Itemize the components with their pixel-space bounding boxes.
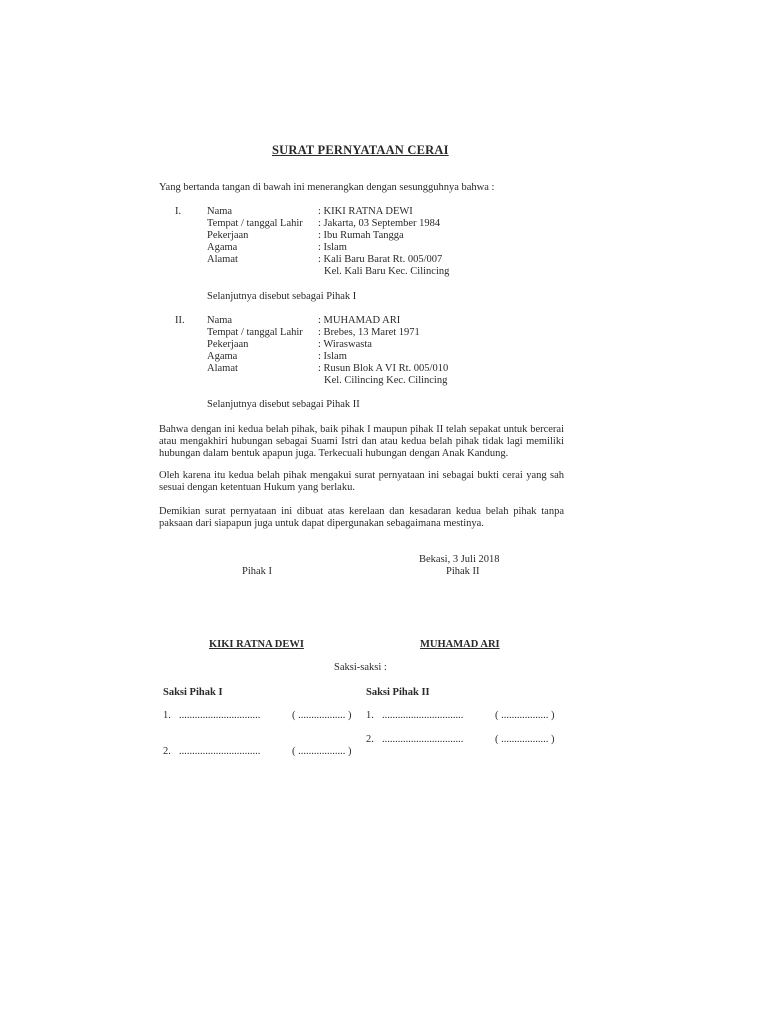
intro-text: Yang bertanda tangan di bawah ini menerangkan dengan sesungguhnya bahwa : (159, 182, 495, 193)
witness-1-1-signature-line: ( .................. ) (292, 710, 352, 721)
paragraph-agreement: Bahwa dengan ini kedua belah pihak, baik pihak I maupun pihak II telah sepakat untuk bercerai atau mengakhiri hubungan sebagai Suami Istri dan atau kedua belah pihak tidak lagi memiliki hubungan dalam bentuk apapun juga. Terkecuali hubungan dengan Anak Kandung. (159, 424, 564, 459)
party-2-numeral: II. (175, 315, 185, 326)
paragraph-acknowledgement: Oleh karena itu kedua belah pihak mengakui surat pernyataan ini sebagai bukti cerai yang sah sesuai dengan ketentuan Hukum yang berlaku. (159, 470, 564, 493)
party-2-value-birth: : Brebes, 13 Maret 1971 (318, 327, 420, 338)
party-1-numeral: I. (175, 206, 182, 217)
witness-2-1-name-line: ............................... (382, 710, 464, 721)
party-1-value-religion: : Islam (318, 242, 347, 253)
party-2-designation: Selanjutnya disebut sebagai Pihak II (207, 399, 360, 410)
paragraph-closing: Demikian surat pernyataan ini dibuat atas kerelaan dan kesadaran kedua belah pihak tanpa paksaan dari siapapun juga untuk dapat dipergunakan sebagaimana mestinya. (159, 506, 564, 529)
place-date: Bekasi, 3 Juli 2018 (419, 554, 500, 565)
party-1-label-religion: Agama (207, 242, 238, 253)
party-1-designation: Selanjutnya disebut sebagai Pihak I (207, 291, 357, 302)
party-2-label-birth: Tempat / tanggal Lahir (207, 327, 303, 338)
party-2-value-address: : Rusun Blok A VI Rt. 005/010 (318, 363, 449, 374)
party-2-label-job: Pekerjaan (207, 339, 249, 350)
witness-1-2-signature-line: ( .................. ) (292, 746, 352, 757)
party-1-address-cont: Kel. Kali Baru Kec. Cilincing (324, 266, 450, 277)
party-1-label-birth: Tempat / tanggal Lahir (207, 218, 303, 229)
party-1-label-address: Alamat (207, 254, 238, 265)
witness-2-2-name-line: ............................... (382, 734, 464, 745)
witness-1-2-name-line: ............................... (179, 746, 261, 757)
party-1-value-address: : Kali Baru Barat Rt. 005/007 (318, 254, 443, 265)
party-2-address-cont: Kel. Cilincing Kec. Cilincing (324, 375, 448, 386)
party-1-value-name: : KIKI RATNA DEWI (318, 206, 413, 217)
sign-label-pihak-1: Pihak I (242, 566, 273, 577)
witness-2-2-signature-line: ( .................. ) (495, 734, 555, 745)
party-1-label-job: Pekerjaan (207, 230, 249, 241)
sign-label-pihak-2: Pihak II (446, 566, 480, 577)
party-1-label-name: Nama (207, 206, 233, 217)
party-1-value-job: : Ibu Rumah Tangga (318, 230, 404, 241)
witness-1-2-number: 2. (163, 746, 171, 757)
party-2-label-name: Nama (207, 315, 233, 326)
party-1-value-birth: : Jakarta, 03 September 1984 (318, 218, 441, 229)
witness-2-2-number: 2. (366, 734, 374, 745)
sign-name-pihak-1: KIKI RATNA DEWI (209, 639, 304, 650)
witness-2-1-signature-line: ( .................. ) (495, 710, 555, 721)
witness-group-2-heading: Saksi Pihak II (366, 687, 430, 698)
party-2-label-address: Alamat (207, 363, 238, 374)
party-2-value-job: : Wiraswasta (318, 339, 372, 350)
witness-1-1-number: 1. (163, 710, 171, 721)
party-2-label-religion: Agama (207, 351, 238, 362)
party-2-value-religion: : Islam (318, 351, 347, 362)
witness-heading: Saksi-saksi : (334, 662, 387, 673)
document-title: SURAT PERNYATAAN CERAI (272, 143, 449, 157)
party-2-value-name: : MUHAMAD ARI (318, 315, 401, 326)
witness-group-1-heading: Saksi Pihak I (163, 687, 223, 698)
sign-name-pihak-2: MUHAMAD ARI (420, 639, 500, 650)
witness-1-1-name-line: ............................... (179, 710, 261, 721)
witness-2-1-number: 1. (366, 710, 374, 721)
